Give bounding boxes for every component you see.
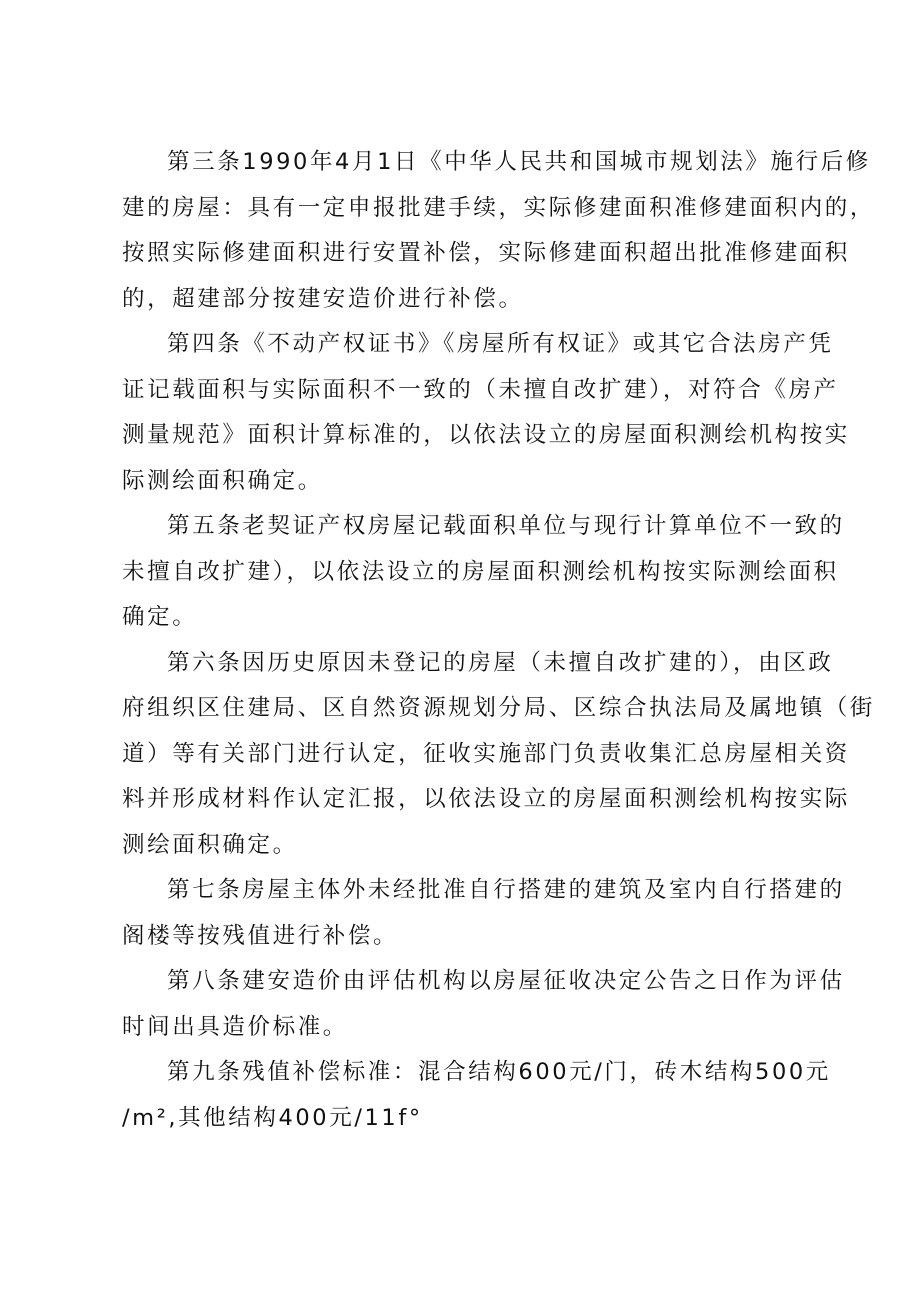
article-4-paragraph — [122, 322, 850, 504]
text-line: 确定。 — [122, 604, 198, 630]
text-line: 阁楼等按残值进行补偿。 — [122, 922, 399, 949]
document-body — [122, 140, 876, 1141]
article-6-paragraph — [122, 641, 876, 869]
article-8-paragraph — [122, 959, 845, 1050]
text-line: 府组织区住建局、区自然资源规划分局、区综合执法局及属地镇（街 — [122, 695, 876, 721]
article-9-paragraph — [122, 1050, 831, 1141]
text-line: /m²,其他结构400元/11f° — [122, 1104, 423, 1131]
text-line: 料并形成材料作认定汇报，以依法设立的房屋面积测绘机构按实际 — [122, 786, 850, 812]
text-line: 未擅自改扩建），以依法设立的房屋面积测绘机构按实际测绘面积 — [122, 558, 839, 585]
text-line: 第八条建安造价由评估机构以房屋征收决定公告之日作为评估 — [167, 968, 845, 994]
text-line: 按照实际修建面积进行安置补偿，实际修建面积超出批准修建面积 — [122, 240, 850, 266]
text-line: 道）等有关部门进行认定，征收实施部门负责收集汇总房屋相关资 — [122, 740, 850, 767]
text-line: 的，超建部分按建安造价进行补偿。 — [122, 285, 524, 312]
text-line: 测量规范》面积计算标准的，以依法设立的房屋面积测绘机构按实 — [122, 422, 850, 448]
text-line: 第七条房屋主体外未经批准自行搭建的建筑及室内自行搭建的 — [167, 877, 845, 903]
text-line: 建的房屋：具有一定申报批建手续，实际修建面积准修建面积内的， — [122, 194, 876, 221]
text-line: 第九条残值补偿标准：混合结构600元/门，砖木结构500元 — [167, 1059, 831, 1085]
text-line: 第三条1990年4月1日《中华人民共和国城市规划法》施行后修 — [167, 149, 871, 175]
text-line: 证记载面积与实际面积不一致的（未擅自改扩建），对符合《房产 — [122, 376, 839, 403]
text-line: 第四条《不动产权证书》《房屋所有权证》或其它合法房产凭 — [167, 331, 834, 357]
text-line: 际测绘面积确定。 — [122, 467, 323, 494]
article-3-paragraph — [122, 140, 876, 322]
article-5-paragraph — [122, 504, 845, 641]
text-line: 第五条老契证产权房屋记载面积单位与现行计算单位不一致的 — [167, 513, 845, 539]
text-line: 测绘面积确定。 — [122, 831, 298, 858]
article-7-paragraph — [122, 868, 845, 959]
text-line: 时间出具造价标准。 — [122, 1013, 348, 1040]
text-line: 第六条因历史原因未登记的房屋（未擅自改扩建的），由区政 — [167, 649, 834, 676]
